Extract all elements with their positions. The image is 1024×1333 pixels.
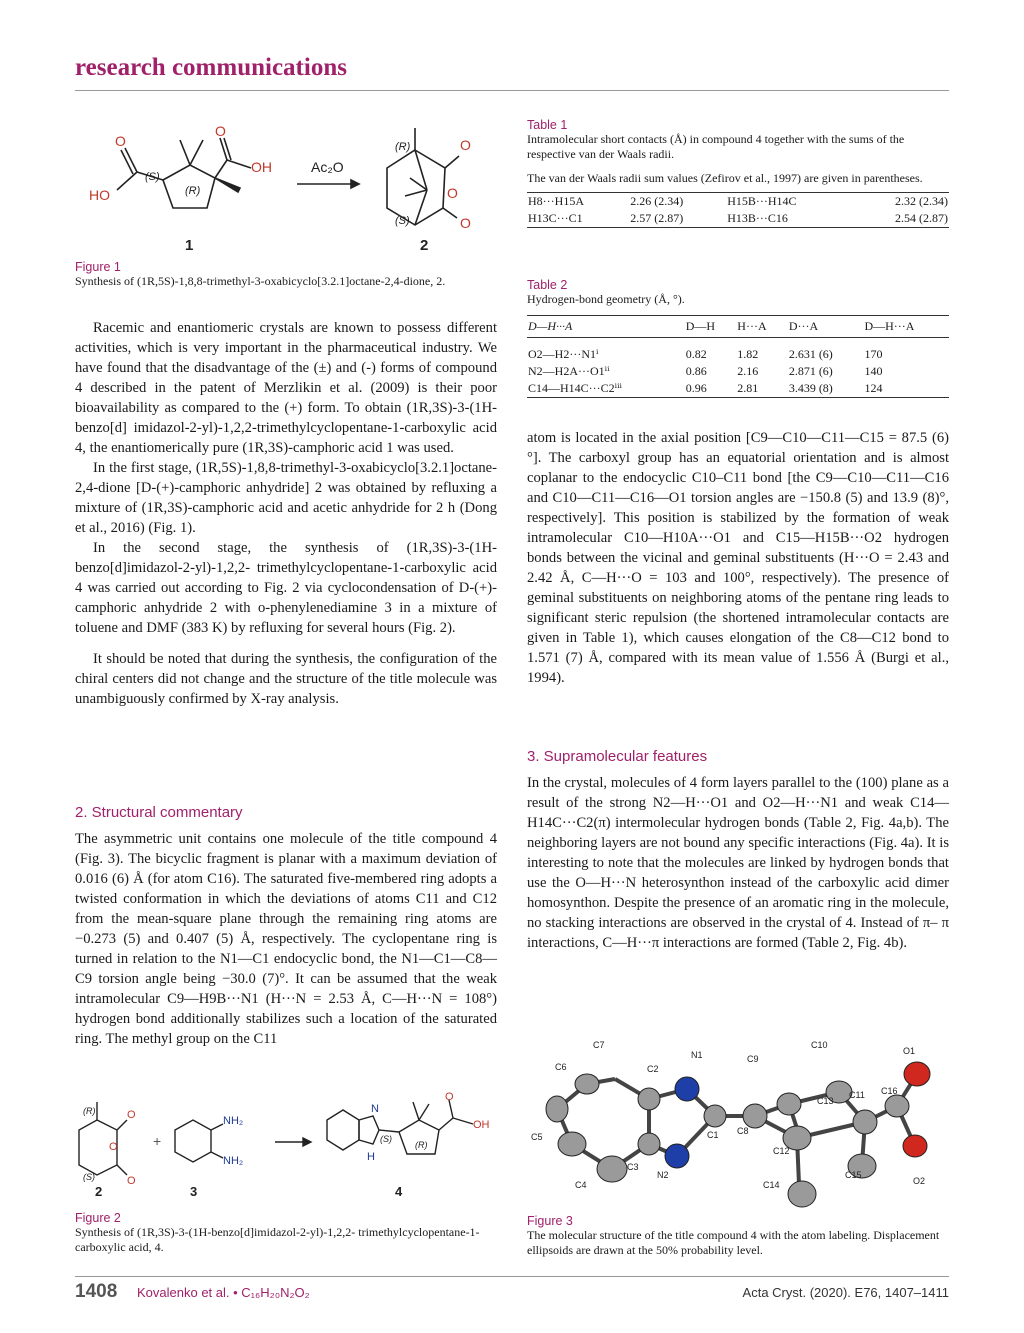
fig2-R-b: (R) xyxy=(415,1140,428,1150)
footer-rule xyxy=(75,1276,949,1277)
figure2-scheme xyxy=(75,1090,497,1202)
table-cell: N2—H2A···O1ⁱⁱ xyxy=(528,363,610,378)
table2 xyxy=(527,278,949,398)
figure3-label: Figure 3 xyxy=(527,1214,573,1228)
table2-label: Table 2 xyxy=(527,278,568,292)
table-cell: 1.82 xyxy=(737,346,759,361)
fig2-H: H xyxy=(367,1151,375,1163)
fig1-O-1: O xyxy=(115,133,126,149)
figure1-caption: Synthesis of (1R,5S)-1,8,8-trimethyl-3-oxabicyclo[3.2.1]octane-2,4-dione, 2. xyxy=(75,274,446,288)
atom-label: C6 xyxy=(555,1062,567,1072)
fig1-HO: HO xyxy=(89,187,110,203)
figure2-label: Figure 2 xyxy=(75,1211,121,1225)
figure1-label: Figure 1 xyxy=(75,260,121,274)
fig2-N: N xyxy=(371,1103,379,1115)
fig2-NH2-2: NH₂ xyxy=(223,1155,244,1167)
fig2-compound-2: 2 xyxy=(95,1184,103,1199)
atom-label: C10 xyxy=(811,1040,828,1050)
table1-note: The van der Waals radii sum values (Zefirov et al., 1997) are given in parentheses. xyxy=(527,171,923,185)
fig2-S-a: (S) xyxy=(83,1172,95,1182)
table-header-row xyxy=(527,316,949,338)
atom-label: C5 xyxy=(531,1132,543,1142)
fig1-reagent: Ac₂O xyxy=(311,159,344,175)
section-2-text: The asymmetric unit contains one molecule of the title compound 4 (Fig. 3). The bicyclic fragment is planar with a maximum deviation of 0.016 (6) Å (for atom C16). The saturated five-membered ring adopts a twisted conformation in which the deviations of atoms C11 and C12 from the mean-square plane through the remaining ring atoms are −0.273 (5) and 0.407 (5) Å, respectively. The cyclopentane ring is turned in relation to the N1—C1 endocyclic bond, the N1—C1—C8—C9 torsion angle being −30.0 (7)°. It can be assumed that the weak intramolecular C9—H9B···N1 (H···N = 2.53 Å, C—H···N = 108°) hydrogen bond additionally stabilizes such a location of the saturated ring. The methyl group on the C11 xyxy=(75,831,497,1047)
table-cell: H15B···H14C xyxy=(727,194,797,208)
fig1-S-label: (S) xyxy=(145,171,160,183)
table1-grid xyxy=(527,192,949,228)
page-number: 1408 xyxy=(75,1281,118,1302)
figure1-scheme xyxy=(75,120,497,255)
table-row xyxy=(527,346,949,363)
atom-label: C7 xyxy=(593,1040,605,1050)
intro-para-4: It should be noted that during the synthesis, the configuration of the chiral centers did not change and the structure of the title molecule was unambiguously confirmed by X-ray analysis. xyxy=(75,651,497,707)
fig1-OH: OH xyxy=(251,159,272,175)
fig2-R-label: (R) xyxy=(395,141,411,153)
table-cell: 2.871 (6) xyxy=(788,363,833,378)
left-column xyxy=(75,120,497,289)
section-2-title: 2. Structural commentary xyxy=(75,804,243,821)
table-header: D—H···A xyxy=(864,319,915,333)
atom-label: O2 xyxy=(913,1176,926,1186)
table-cell: 0.96 xyxy=(685,380,707,395)
fig2-S-b: (S) xyxy=(380,1134,392,1144)
fig1-O-3: O xyxy=(460,137,471,153)
fig2-O-4: O xyxy=(445,1091,454,1103)
table-cell: 2.16 xyxy=(737,363,759,378)
table-cell: 2.32 (2.34) xyxy=(895,194,948,208)
fig2-S-label: (S) xyxy=(395,215,410,227)
fig2-NH2-1: NH₂ xyxy=(223,1115,244,1127)
atom-label: C3 xyxy=(627,1162,639,1172)
atom-label: O1 xyxy=(903,1046,916,1056)
atom-label: C8 xyxy=(737,1126,749,1136)
atom-label: C4 xyxy=(575,1180,587,1190)
fig1-O-5: O xyxy=(460,215,471,231)
table-row xyxy=(527,193,949,211)
figure3-ortep xyxy=(527,1034,949,1209)
atom-label: C11 xyxy=(849,1090,865,1100)
figure2 xyxy=(75,1090,497,1255)
table-cell: 0.86 xyxy=(685,363,707,378)
intro-para-1: Racemic and enantiomeric crystals are known to possess different activities, which is very important in the pharmaceutical industry. We have found that the disadvantage of the (±) and (-) forms of compound 4 described in the patent of Merzlikin et al. (2009) is their poor bioavailability as compared to the (+) form. To obtain (1R,3S)-3-(1H-benzo[d] imidazol-2-yl)-1,2,2-trimethylcyclopentane-1-carboxylic acid 4, the enantiomerically pure (1R,3S)-camphoric acid 1 was used. xyxy=(75,320,497,456)
table1-label: Table 1 xyxy=(527,118,568,132)
right-text xyxy=(527,428,949,688)
figure2-caption: Synthesis of (1R,3S)-3-(1H-benzo[d]imidazol-2-yl)-1,2,2- trimethylcyclopentane-1-carboxylic acid, 4. xyxy=(75,1225,480,1254)
table-cell: 2.631 (6) xyxy=(788,346,833,361)
atom-label: N2 xyxy=(657,1170,669,1180)
table-cell: 2.81 xyxy=(737,380,759,395)
footer-journal: Acta Cryst. (2020). E76, 1407–1411 xyxy=(742,1285,949,1300)
fig1-O-4: O xyxy=(447,185,458,201)
table-row xyxy=(527,380,949,398)
table-header: D···A xyxy=(788,319,819,333)
intro-text xyxy=(75,318,497,709)
fig2-compound-4: 4 xyxy=(395,1184,403,1199)
atom-label: C16 xyxy=(881,1086,898,1096)
table1-caption: Intramolecular short contacts (Å) in compound 4 together with the sums of the respective van der Waals radii. xyxy=(527,132,905,161)
fig2-OH: OH xyxy=(473,1119,490,1131)
table-cell: 3.439 (8) xyxy=(788,380,833,395)
table2-caption: Hydrogen-bond geometry (Å, °). xyxy=(527,292,685,306)
fig1-R-label: (R) xyxy=(185,185,201,197)
table-cell: 2.26 (2.34) xyxy=(630,194,684,208)
table-row xyxy=(527,210,949,228)
header-rule xyxy=(75,90,949,91)
fig2-O-2: O xyxy=(109,1141,118,1153)
atom-label: C1 xyxy=(707,1130,719,1140)
table-cell: 2.54 (2.87) xyxy=(895,211,948,225)
fig2-O-1: O xyxy=(127,1109,136,1121)
atom-label: C14 xyxy=(763,1180,780,1190)
table-cell: C14—H14C···C2ⁱⁱⁱ xyxy=(528,380,622,395)
footer-authors: Kovalenko et al. • C₁₆H₂₀N₂O₂ xyxy=(137,1285,310,1300)
section-supramolecular xyxy=(527,748,949,953)
section-3-title: 3. Supramolecular features xyxy=(527,748,708,765)
table-cell: H8···H15A xyxy=(528,194,584,208)
fig1-compound-2: 2 xyxy=(420,237,429,254)
fig2-O-3: O xyxy=(127,1175,136,1187)
table1 xyxy=(527,118,949,228)
table-header: D—H···A xyxy=(528,319,573,333)
running-header: research communications xyxy=(75,54,347,81)
intro-para-2: In the first stage, (1R,5S)-1,8,8-trimethyl-3-oxabicyclo[3.2.1]octane-2,4-dione [D-(+)-camphoric anhydride] 2 was obtained by refluxing a mixture of (1R,3S)-camphoric acid and acetic anhydride for 2 h (Dong et al., 2016) (Fig. 1). xyxy=(75,460,497,536)
atom-label: C13 xyxy=(817,1096,834,1106)
fig2-R-a: (R) xyxy=(83,1106,96,1116)
table-cell: 2.57 (2.87) xyxy=(630,211,684,225)
table-cell: H13B···C16 xyxy=(727,211,788,225)
section-structural xyxy=(75,804,497,1049)
fig1-O-2: O xyxy=(215,123,226,139)
table-cell: O2—H2···N1ⁱ xyxy=(528,346,599,361)
table-cell: 140 xyxy=(864,363,883,378)
table2-grid xyxy=(527,315,949,398)
atom-label: N1 xyxy=(691,1050,703,1060)
table-header: H···A xyxy=(737,319,767,333)
section-3-text: In the crystal, molecules of 4 form layers parallel to the (100) plane as a result of the strong N2—H···O1 and O2—H···N1 and weak C14—H14C···C2(π) intermolecular hydrogen bonds (Table 2, Fig. 4a,b). The neighboring layers are not bound any specific interactions (Fig. 4a). It is interesting to note that the molecules are linked by hydrogen bonds that use the O—H···N heterosynthon instead of the carboxylic acid dimer homosynthon. Despite the presence of an aromatic ring in the molecule, no stacking interactions are observed in the crystal of 4. Instead of π– π interactions, C—H···π interactions are formed (Table 2, Fig. 4b). xyxy=(527,775,949,951)
table-cell: H13C···C1 xyxy=(528,211,583,225)
figure3-caption: The molecular structure of the title compound 4 with the atom labeling. Displacement ellipsoids are drawn at the 50% probability level. xyxy=(527,1228,940,1257)
table-header: D—H xyxy=(685,319,716,333)
right-para: atom is located in the axial position [C9—C10—C11—C15 = 87.5 (6)°]. The carboxyl group has an equatorial orientation and is almost coplanar to the endocyclic C10–C11 bond [the C9—C10—C11—C16 and C10—C11—C16—O1 torsion angles are −150.8 (5) and 13.9 (8)°, respectively]. This position is stabilized by the formation of weak intramolecular C10—H10A···O1 and C15—H15B···O2 hydrogen bonds between the vicinal and geminal substituents (H···O = 2.43 and 2.42 Å, C—H···O = 103 and 100°, respectively). The presence of geminal substituents on neighboring atoms of the pentane ring leads to significant steric repulsion (the shortened intramolecular contacts are given in Table 1), which causes elongation of the C8—C12 bond to 1.571 (7) Å, compared with its mean value of 1.556 Å (Burgi et al., 1994). xyxy=(527,430,949,686)
atom-label: C9 xyxy=(747,1054,759,1064)
table-cell: 170 xyxy=(864,346,883,361)
fig2-compound-3: 3 xyxy=(190,1184,198,1199)
svg-text:+: + xyxy=(153,1133,162,1149)
table-cell: 124 xyxy=(864,380,883,395)
intro-para-3: In the second stage, the synthesis of (1R,3S)-3-(1H-benzo[d]imidazol-2-yl)-1,2,2- trimethylcyclopentane-1-carboxylic acid 4 was carried out according to Fig. 2 via cyclocondensation of D-(+)-camphoric anhydride 2 with o-phenylenediamine 3 in a mixture of toluene and DMF (383 K) by refluxing for several hours (Fig. 2). xyxy=(75,540,497,636)
atom-label: C15 xyxy=(845,1170,862,1180)
atom-label: C2 xyxy=(647,1064,659,1074)
table-row xyxy=(527,363,949,380)
fig1-compound-1: 1 xyxy=(185,237,194,254)
figure3 xyxy=(527,1034,949,1258)
atom-label: C12 xyxy=(773,1146,790,1156)
table-cell: 0.82 xyxy=(685,346,707,361)
